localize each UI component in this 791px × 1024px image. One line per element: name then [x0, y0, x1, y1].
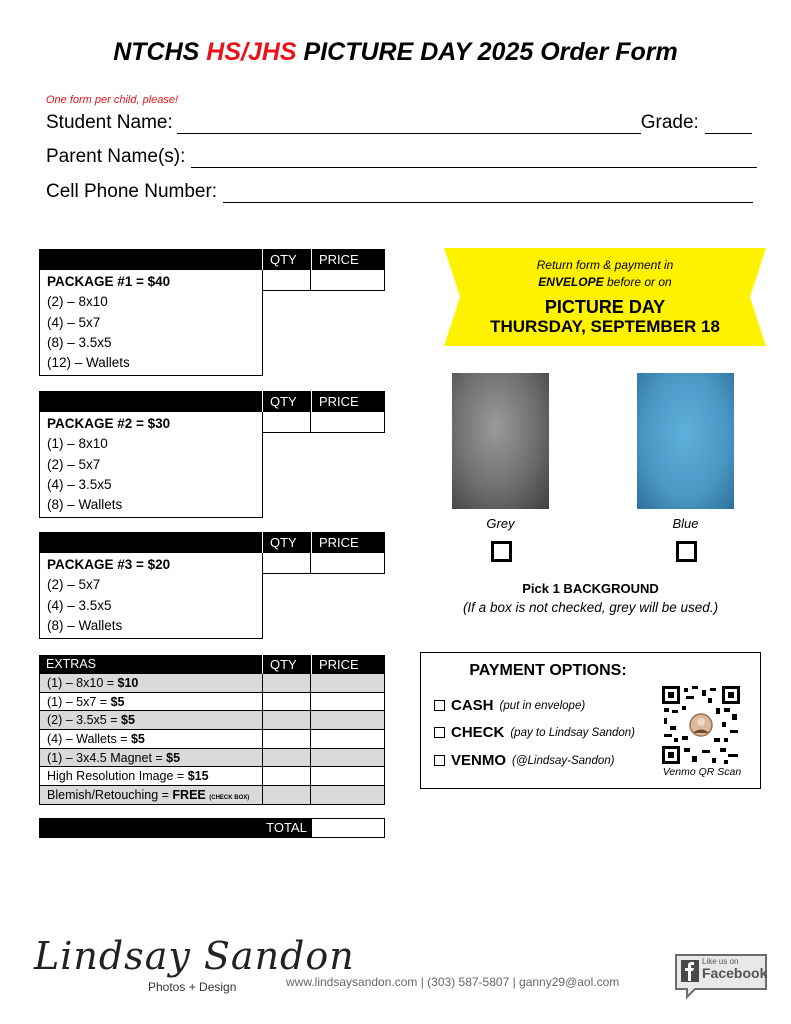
checkbox-icon[interactable] — [434, 755, 445, 766]
logo-sub: Photos + Design — [148, 980, 237, 994]
extra-price: $5 — [166, 750, 181, 765]
extra-price-field[interactable] — [311, 767, 385, 786]
extra-label: High Resolution Image = — [47, 769, 188, 784]
grey-label: Grey — [486, 516, 515, 531]
parent-name-label: Parent Name(s): — [46, 146, 186, 167]
cell-phone-label: Cell Phone Number: — [46, 181, 218, 202]
total-row — [39, 818, 385, 838]
grade-field[interactable] — [705, 114, 752, 134]
page-title — [0, 38, 791, 67]
extra-price: $15 — [187, 769, 209, 784]
extras-row — [39, 786, 385, 805]
payment-option-check[interactable] — [434, 724, 635, 741]
extra-label: (2) – 3.5x5 = — [47, 713, 121, 728]
package-2-table — [39, 391, 385, 518]
price-header: PRICE — [311, 532, 385, 553]
parent-name-row — [46, 146, 757, 168]
extra-qty-field[interactable] — [262, 693, 311, 712]
payment-note: (pay to Lindsay Sandon) — [510, 726, 636, 739]
extra-label: Blemish/Retouching = — [47, 788, 173, 803]
parent-name-field[interactable] — [191, 148, 757, 168]
price-header: PRICE — [311, 655, 385, 674]
payment-option-cash[interactable] — [434, 697, 585, 714]
extras-row — [39, 711, 385, 730]
blue-checkbox[interactable] — [676, 541, 697, 562]
extra-price: $5 — [110, 694, 125, 709]
package-title: PACKAGE #2 = $30 — [47, 416, 171, 431]
extras-row — [39, 749, 385, 768]
package-title: PACKAGE #1 = $40 — [47, 274, 171, 289]
qty-header: QTY — [262, 532, 311, 553]
background-instruction: Pick 1 BACKGROUND — [522, 581, 659, 596]
package-item: (8) – Wallets — [47, 497, 123, 513]
grey-checkbox[interactable] — [491, 541, 512, 562]
package-3-price-field[interactable] — [311, 553, 385, 574]
package-item: (2) – 8x10 — [47, 294, 108, 310]
qty-header: QTY — [262, 655, 311, 674]
extra-qty-field[interactable] — [262, 749, 311, 768]
extra-price-field[interactable] — [311, 749, 385, 768]
cell-phone-field[interactable] — [223, 183, 753, 203]
grey-background-swatch — [452, 373, 549, 509]
extras-row — [39, 767, 385, 786]
extra-qty-field[interactable] — [262, 674, 311, 693]
extra-price: $5 — [130, 732, 145, 747]
price-header: PRICE — [311, 391, 385, 412]
blue-background-swatch — [637, 373, 734, 509]
fb-small-text: Like us on — [702, 957, 739, 966]
qty-header: QTY — [262, 391, 311, 412]
banner-line1: Return form & payment in — [536, 258, 674, 272]
payment-label: CASH — [451, 697, 494, 714]
blue-label: Blue — [672, 516, 699, 531]
payment-title: PAYMENT OPTIONS: — [469, 662, 627, 679]
background-sub-instruction: (If a box is not checked, grey will be used.) — [462, 600, 719, 615]
payment-option-venmo[interactable] — [434, 752, 614, 769]
total-label: TOTAL — [266, 820, 307, 835]
payment-note: (put in envelope) — [499, 699, 586, 712]
extra-label: (1) – 5x7 = — [47, 694, 111, 709]
package-1-table — [39, 249, 385, 376]
extra-label: (1) – 8x10 = — [47, 676, 118, 690]
extra-price-field[interactable] — [311, 711, 385, 730]
form-note: One form per child, please! — [46, 94, 179, 106]
checkbox-icon[interactable] — [434, 727, 445, 738]
extra-price-field[interactable] — [311, 674, 385, 693]
package-item: (4) – 3.5x5 — [47, 597, 112, 613]
price-header: PRICE — [311, 249, 385, 270]
package-item: (4) – 3.5x5 — [47, 476, 112, 492]
package-1-price-field[interactable] — [311, 270, 385, 291]
package-3-qty-field[interactable] — [262, 553, 311, 574]
extras-table — [39, 655, 385, 805]
extra-label: (1) – 3x4.5 Magnet = — [47, 750, 167, 765]
extras-row — [39, 674, 385, 693]
package-item: (8) – 3.5x5 — [47, 334, 112, 350]
package-item: (2) – 5x7 — [47, 577, 101, 593]
qr-caption: Venmo QR Scan — [662, 766, 742, 778]
extra-note: (CHECK BOX) — [209, 795, 250, 802]
extra-price-field[interactable] — [311, 730, 385, 749]
logo-name: Lindsay Sandon — [34, 934, 355, 978]
extra-qty-field[interactable] — [262, 786, 311, 805]
package-title: PACKAGE #3 = $20 — [47, 557, 171, 572]
fb-big-text[interactable]: Facebook — [702, 965, 768, 981]
grade-label: Grade: — [640, 112, 699, 133]
venmo-qr-code-icon — [662, 686, 740, 764]
payment-note: (@Lindsay-Sandon) — [512, 754, 615, 767]
title-part2: PICTURE DAY 2025 Order Form — [296, 38, 678, 66]
extra-qty-field[interactable] — [262, 767, 311, 786]
student-name-field[interactable] — [177, 114, 641, 134]
extra-price-field[interactable] — [311, 786, 385, 805]
payment-label: CHECK — [451, 724, 505, 741]
package-2-qty-field[interactable] — [262, 412, 311, 433]
extras-row — [39, 693, 385, 712]
total-field[interactable] — [311, 818, 385, 838]
banner-line3: PICTURE DAY — [544, 297, 666, 317]
title-red: HS/JHS — [206, 38, 297, 66]
extra-qty-field[interactable] — [262, 711, 311, 730]
extra-price-field[interactable] — [311, 693, 385, 712]
package-item: (12) – Wallets — [47, 355, 130, 371]
extra-price: $10 — [117, 676, 139, 690]
checkbox-icon[interactable] — [434, 700, 445, 711]
student-name-row — [46, 112, 752, 134]
package-1-qty-field[interactable] — [262, 270, 311, 291]
banner-line4: THURSDAY, SEPTEMBER 18 — [490, 317, 720, 336]
extras-row — [39, 730, 385, 749]
package-item: (1) – 8x10 — [47, 436, 108, 452]
extra-price: FREE — [172, 788, 206, 803]
title-part1: NTCHS — [113, 38, 207, 66]
extras-header: EXTRAS — [46, 657, 97, 671]
contact-info: www.lindsaysandon.com | (303) 587-5807 | ganny29@aol.com — [286, 975, 620, 989]
cell-phone-row — [46, 181, 753, 203]
payment-label: VENMO — [451, 752, 507, 769]
package-3-table — [39, 532, 385, 639]
extra-price: $5 — [121, 713, 135, 728]
student-name-label: Student Name: — [46, 112, 173, 133]
banner-envelope: ENVELOPE — [538, 275, 604, 289]
package-item: (2) – 5x7 — [47, 456, 101, 472]
package-item: (4) – 5x7 — [47, 314, 101, 330]
banner-line2 — [444, 275, 766, 289]
banner-line2-rest: before or on — [603, 275, 672, 289]
extra-qty-field[interactable] — [262, 730, 311, 749]
package-item: (8) – Wallets — [47, 617, 123, 633]
qty-header: QTY — [262, 249, 311, 270]
extra-label: (4) – Wallets = — [47, 732, 131, 747]
package-2-price-field[interactable] — [311, 412, 385, 433]
